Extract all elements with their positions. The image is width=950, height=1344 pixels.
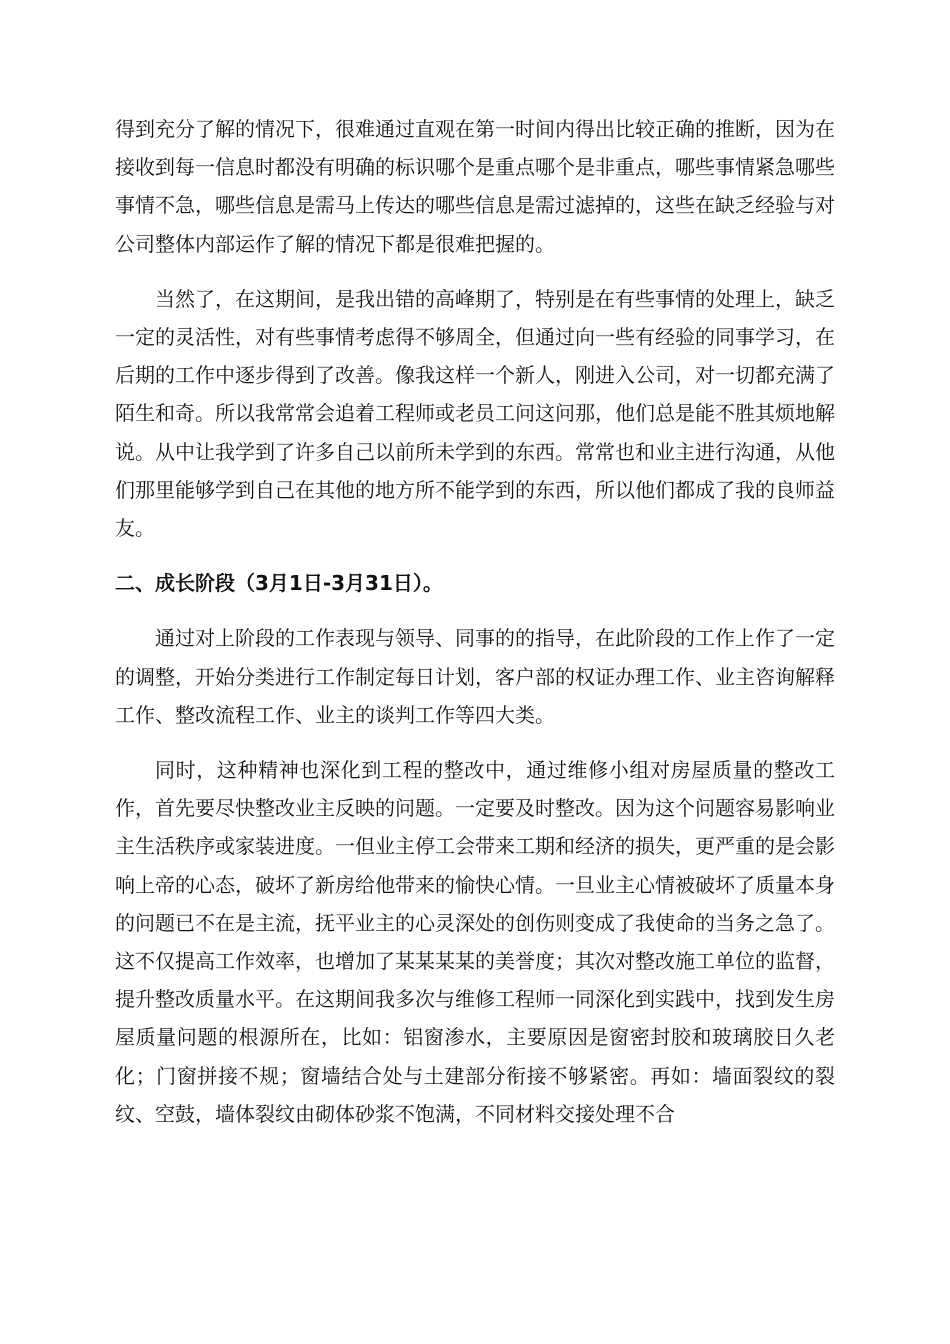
paragraph-work-adjustment: 通过对上阶段的工作表现与领导、同事的的指导，在此阶段的工作上作了一定的调整，开始分类进行工作制定每日计划，客户部的权证办理工作、业主咨询解释工作、整改流程工作、业主的谈判工作等四大类。 <box>115 626 835 727</box>
paragraph-rectification-work: 同时，这种精神也深化到工程的整改中，通过维修小组对房屋质量的整改工作，首先要尽快整改业主反映的问题。一定要及时整改。因为这个问题容易影响业主生活秩序或家装进度。一但业主停工会带来工期和经济的损失，更严重的是会影响上帝的心态，破坏了新房给他带来的愉快心情。一旦业主心情被破坏了质量本身的问题已不在是主流，抚平业主的心灵深处的创伤则变成了我使命的当务之急了。这不仅提高工作效率，也增加了某某某某的美誉度；其次对整改施工单位的监督，提升整改质量水平。在这期间我多次与维修工程师一同深化到实践中，找到发生房屋质量问题的根源所在，比如：铝窗渗水，主要原因是窗密封胶和玻璃胶日久老化；门窗拼接不规；窗墙结合处与土建部分衔接不够紧密。再如：墙面裂纹的裂纹、空鼓，墙体裂纹由砌体砂浆不饱满，不同材料交接处理不合 <box>115 758 835 1126</box>
document-body <box>115 110 835 1150</box>
paragraph-peak-error-period: 当然了，在这期间，是我出错的高峰期了，特别是在有些事情的处理上，缺乏一定的灵活性，对有些事情考虑得不够周全，但通过向一些有经验的同事学习，在后期的工作中逐步得到了改善。像我这样一个新人，刚进入公司，对一切都充满了陌生和奇。所以我常常会追着工程师或老员工问这问那，他们总是能不胜其烦地解说。从中让我学到了许多自己以前所未学到的东西。常常也和业主进行沟通，从他们那里能够学到自己在其他的地方所不能学到的东西，所以他们都成了我的良师益友。 <box>115 286 835 541</box>
paragraph-continuation: 得到充分了解的情况下，很难通过直观在第一时间内得出比较正确的推断，因为在接收到每一信息时都没有明确的标识哪个是重点哪个是非重点，哪些事情紧急哪些事情不急，哪些信息是需马上传达的哪些信息是需过滤掉的，这些在缺乏经验与对公司整体内部运作了解的情况下都是很难把握的。 <box>115 117 835 256</box>
section-heading-growth-stage: 二、成长阶段（3月1日-3月31日）。 <box>115 571 443 596</box>
